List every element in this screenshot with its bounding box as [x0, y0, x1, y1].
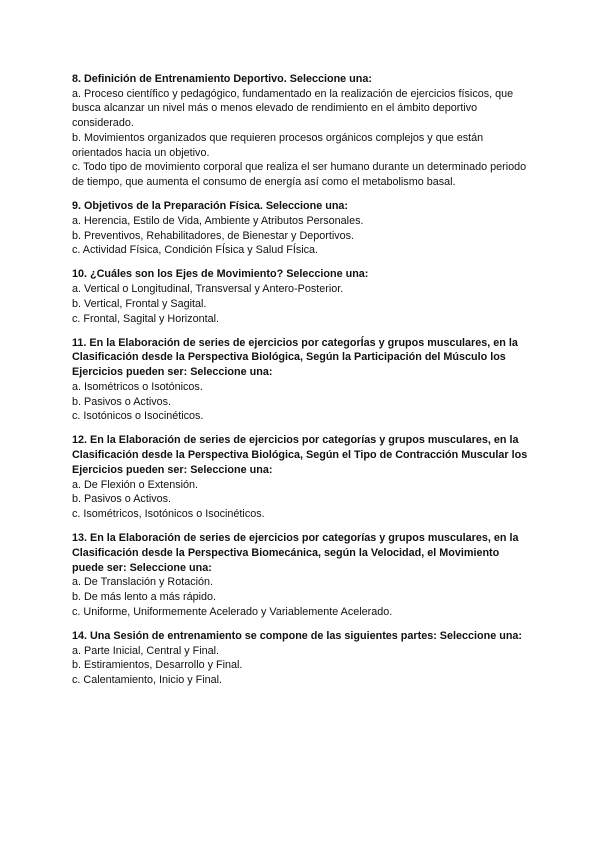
option-a: a. Isométricos o Isotónicos. — [72, 380, 203, 393]
option-c: c. Isotónicos o Isocinéticos. — [72, 410, 204, 423]
question-14 — [72, 629, 532, 688]
question-8 — [72, 72, 532, 190]
option-a: a. De Translación y Rotación. — [72, 576, 214, 589]
option-a: a. Herencia, Estilo de Vida, Ambiente y Atributos Personales. — [72, 214, 364, 227]
question-title: 8. Definición de Entrenamiento Deportivo. Seleccione una: — [72, 73, 372, 85]
question-9 — [72, 199, 532, 258]
option-a: a. Vertical o Longitudinal, Transversal y Antero-Posterior. — [72, 283, 344, 296]
option-c: c. Actividad Física, Condición FÍsica y Salud FÍsica. — [72, 244, 319, 257]
option-b: b. Preventivos, Rehabilitadores, de Bienestar y Deportivos. — [72, 229, 355, 242]
question-title: 10. ¿Cuáles son los Ejes de Movimiento? Seleccione una: — [72, 268, 369, 281]
question-title: 14. Una Sesión de entrenamiento se compone de las siguientes partes: Seleccione una: — [72, 629, 523, 642]
option-a: a. Parte Inicial, Central y Final. — [72, 644, 220, 657]
option-b: b. De más lento a más rápido. — [72, 591, 217, 603]
option-b: b. Movimientos organizados que requieren procesos orgánicos complejos y que están orientados hacia un objetivo. — [72, 131, 484, 159]
option-c: c. Frontal, Sagital y Horizontal. — [72, 312, 220, 325]
option-b: b. Vertical, Frontal y Sagital. — [72, 297, 207, 310]
question-13 — [72, 531, 532, 619]
question-title: 11. En la Elaboración de series de ejercicios por categorÍas y grupos musculares, en la Clasificación desde la Perspectiva Biológica, Según la Participación del Músculo los Ejercicios pueden ser: Seleccione una: — [72, 336, 518, 379]
question-12 — [72, 433, 532, 521]
question-11 — [72, 336, 532, 424]
option-c: c. Isométricos, Isotónicos o Isocinéticos. — [72, 507, 265, 520]
option-c: c. Uniforme, Uniformemente Acelerado y Variablemente Acelerado. — [72, 605, 393, 618]
option-b: b. Estiramientos, Desarrollo y Final. — [72, 659, 243, 672]
question-title: 13. En la Elaboración de series de ejercicios por categorías y grupos musculares, en la Clasificación desde la Perspectiva Biomecánica, según la Velocidad, el Movimiento puede ser: Seleccione una: — [72, 532, 519, 574]
option-b: b. Pasivos o Activos. — [72, 493, 172, 506]
option-a: a. De Flexión o Extensión. — [72, 478, 199, 491]
document-page — [72, 72, 532, 697]
question-title: 12. En la Elaboración de series de ejercicios por categorías y grupos musculares, en la Clasificación desde la Perspectiva Biológica, Según el Tipo de Contracción Muscular los Ejercicios pueden ser: Seleccione una: — [72, 434, 528, 476]
option-b: b. Pasivos o Activos. — [72, 395, 172, 408]
question-10 — [72, 267, 532, 326]
option-a: a. Proceso científico y pedagógico, fundamentado en la realización de ejercicios físicos, que busca alcanzar un nivel más o menos elevado de rendimiento en el ámbito deportivo considerado. — [72, 87, 514, 130]
option-c: c. Calentamiento, Inicio y Final. — [72, 674, 223, 687]
question-title: 9. Objetivos de la Preparación Física. Seleccione una: — [72, 200, 349, 213]
option-c: c. Todo tipo de movimiento corporal que realiza el ser humano durante un determinado periodo de tiempo, que aumenta el consumo de energía así como el metabolismo basal. — [72, 161, 527, 188]
